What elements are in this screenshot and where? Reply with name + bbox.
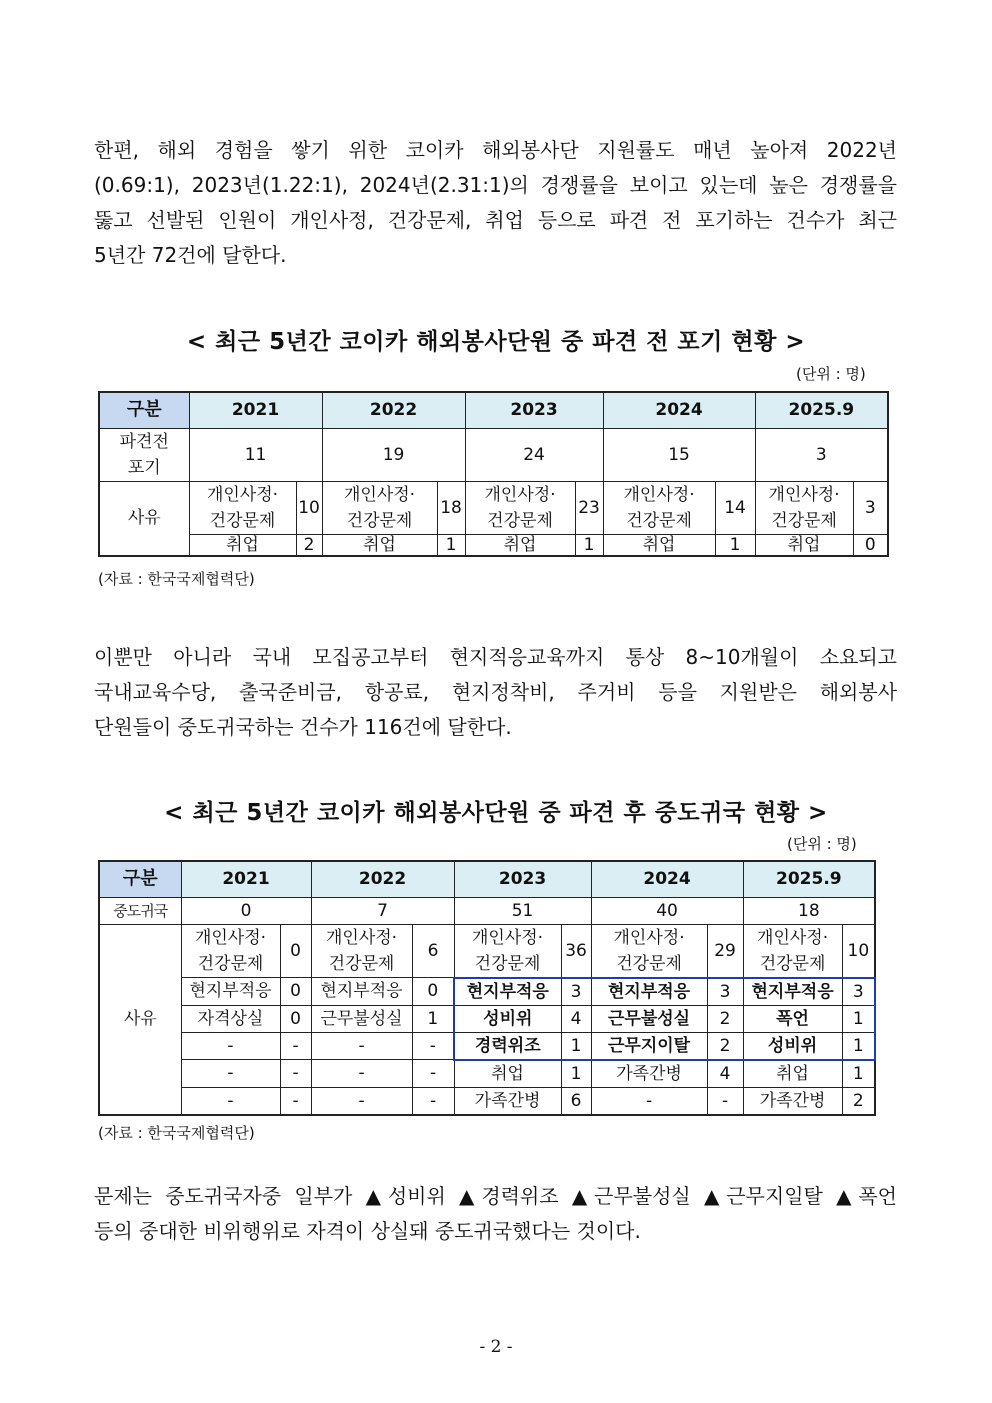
reason-name: 취업 — [465, 534, 575, 556]
reason-name: - — [181, 1032, 280, 1060]
reason-value: 1 — [561, 1032, 591, 1060]
reason-line: 개인사정· — [613, 927, 685, 948]
table1-source: (자료 : 한국국제협력단) — [98, 570, 255, 588]
reason-name — [189, 481, 296, 534]
reason-line: 개인사정· — [206, 484, 279, 505]
total-cell: 51 — [454, 897, 591, 924]
reason-value: 1 — [715, 534, 755, 556]
reason-name: 근무불성실 — [311, 1005, 412, 1032]
reason-value: 2 — [296, 534, 322, 556]
reason-value: 6 — [412, 924, 454, 978]
reason-name: 취업 — [743, 1060, 842, 1088]
reason-line: 개인사정· — [623, 484, 695, 505]
row-label-line: 포기 — [127, 457, 161, 478]
table2-reason-row — [99, 924, 875, 978]
reason-value: 1 — [561, 1060, 591, 1088]
table2-title: < 최근 5년간 코이카 해외봉사단원 중 파견 후 중도귀국 현황 > — [164, 800, 828, 826]
table2-reason-row — [99, 1087, 875, 1115]
reason-line: 개인사정· — [325, 927, 398, 948]
total-cell: 19 — [322, 428, 465, 481]
reason-line: 건강문제 — [487, 510, 553, 531]
reason-name: 경력위조 — [454, 1032, 561, 1060]
table1-header-row — [99, 392, 888, 428]
reason-name: 성비위 — [454, 1005, 561, 1032]
table2-total-row — [99, 897, 875, 924]
paragraph-2 — [94, 640, 897, 745]
header-cell: 2024 — [603, 392, 755, 428]
table1-unit: (단위 : 명) — [796, 365, 866, 383]
reason-name: - — [591, 1087, 707, 1115]
reason-name: - — [181, 1087, 280, 1115]
reason-value: - — [280, 1032, 311, 1060]
total-cell: 15 — [603, 428, 755, 481]
reason-label: 사유 — [99, 924, 181, 1115]
total-cell: 40 — [591, 897, 743, 924]
reason-value: 3 — [842, 978, 875, 1006]
reason-value: 1 — [412, 1005, 454, 1032]
reason-value: - — [280, 1060, 311, 1088]
table2-header-row — [99, 861, 875, 897]
reason-name: 자격상실 — [181, 1005, 280, 1032]
table2 — [98, 860, 876, 1116]
reason-value: 6 — [561, 1087, 591, 1115]
paragraph-3 — [94, 1179, 897, 1249]
table2-reason-row — [99, 1032, 875, 1060]
reason-name: 취업 — [603, 534, 715, 556]
table2-source: (자료 : 한국국제협력단) — [98, 1124, 255, 1142]
row-label-line: 파견전 — [119, 431, 169, 452]
reason-value: 4 — [707, 1060, 743, 1088]
reason-value: 14 — [715, 481, 755, 534]
reason-line: 개인사정· — [484, 484, 556, 505]
reason-value: 1 — [437, 534, 465, 556]
reason-value: 36 — [561, 924, 591, 978]
reason-name — [454, 924, 561, 978]
reason-value: 0 — [280, 924, 311, 978]
reason-line: 개인사정· — [757, 927, 829, 948]
reason-value: 10 — [296, 481, 322, 534]
reason-value: 2 — [707, 1005, 743, 1032]
table2-reason-row — [99, 1005, 875, 1032]
total-cell: 11 — [189, 428, 322, 481]
reason-value: - — [707, 1087, 743, 1115]
reason-name — [591, 924, 707, 978]
reason-value: - — [280, 1087, 311, 1115]
reason-value: 1 — [842, 1032, 875, 1060]
reason-name: - — [311, 1087, 412, 1115]
reason-name: 현지부적응 — [181, 978, 280, 1006]
reason-name: 취업 — [189, 534, 296, 556]
reason-value: - — [412, 1087, 454, 1115]
reason-value: - — [412, 1060, 454, 1088]
paragraph-line: 단원들이 중도귀국하는 건수가 116건에 달한다. — [94, 715, 512, 739]
table2-reason-row — [99, 1060, 875, 1088]
paragraph-line: 한편, 해외 경험을 쌓기 위한 코이카 해외봉사단 지원률도 매년 높아져 2022년 — [94, 138, 897, 162]
reason-value: 29 — [707, 924, 743, 978]
reason-line: 개인사정· — [471, 927, 544, 948]
reason-line: 건강문제 — [346, 510, 413, 531]
reason-label: 사유 — [99, 481, 189, 556]
header-cell: 2021 — [181, 861, 311, 897]
paragraph-1 — [94, 133, 897, 273]
table2-reason-row — [99, 978, 875, 1006]
total-cell: 0 — [181, 897, 311, 924]
table1-title: < 최근 5년간 코이카 해외봉사단원 중 파견 전 포기 현황 > — [186, 329, 806, 355]
reason-line: 건강문제 — [474, 953, 541, 974]
reason-line: 개인사정· — [194, 927, 267, 948]
reason-name: 폭언 — [743, 1005, 842, 1032]
reason-line: 건강문제 — [759, 953, 826, 974]
reason-name: - — [311, 1060, 412, 1088]
reason-value: 3 — [561, 978, 591, 1006]
reason-name: - — [181, 1060, 280, 1088]
header-cell: 구분 — [99, 861, 181, 897]
reason-value: 3 — [707, 978, 743, 1006]
reason-name — [755, 481, 853, 534]
reason-value: 23 — [575, 481, 603, 534]
reason-line: 건강문제 — [616, 953, 682, 974]
reason-value: - — [412, 1032, 454, 1060]
reason-value: 0 — [412, 978, 454, 1006]
total-cell: 7 — [311, 897, 454, 924]
reason-value: 1 — [575, 534, 603, 556]
reason-name: - — [311, 1032, 412, 1060]
page-number: - 2 - — [479, 1337, 513, 1357]
reason-name: 성비위 — [743, 1032, 842, 1060]
paragraph-line: 이뿐만 아니라 국내 모집공고부터 현지적응교육까지 통상 8~10개월이 소요되고 — [94, 645, 897, 669]
header-cell: 2023 — [454, 861, 591, 897]
table1-total-row — [99, 428, 888, 481]
reason-value: 0 — [280, 978, 311, 1006]
reason-line: 건강문제 — [328, 953, 395, 974]
reason-name: 근무지이탈 — [591, 1032, 707, 1060]
reason-name: 가족간병 — [454, 1087, 561, 1115]
total-cell: 18 — [743, 897, 875, 924]
reason-name: 취업 — [454, 1060, 561, 1088]
reason-value: 4 — [561, 1005, 591, 1032]
reason-name: 현지부적응 — [591, 978, 707, 1006]
reason-value: 0 — [280, 1005, 311, 1032]
paragraph-line: 뚫고 선발된 인원이 개인사정, 건강문제, 취업 등으로 파견 전 포기하는 건수가 최근 — [94, 208, 897, 232]
reason-name: 가족간병 — [591, 1060, 707, 1088]
reason-name — [311, 924, 412, 978]
reason-name: 취업 — [755, 534, 853, 556]
header-cell: 구분 — [99, 392, 189, 428]
table1 — [98, 391, 889, 557]
header-cell: 2022 — [311, 861, 454, 897]
reason-value: 3 — [853, 481, 888, 534]
reason-value: 1 — [842, 1005, 875, 1032]
reason-value: 10 — [842, 924, 875, 978]
reason-name: 취업 — [322, 534, 437, 556]
paragraph-line: 5년간 72건에 달한다. — [94, 243, 287, 267]
reason-name — [322, 481, 437, 534]
header-cell: 2024 — [591, 861, 743, 897]
reason-name — [603, 481, 715, 534]
header-cell: 2021 — [189, 392, 322, 428]
total-cell: 3 — [755, 428, 888, 481]
reason-name — [181, 924, 280, 978]
table2-unit: (단위 : 명) — [787, 835, 857, 853]
header-cell: 2023 — [465, 392, 603, 428]
total-cell: 24 — [465, 428, 603, 481]
row-label: 중도귀국 — [99, 897, 181, 924]
paragraph-line: 국내교육수당, 출국준비금, 항공료, 현지정착비, 주거비 등을 지원받은 해외봉사 — [94, 680, 897, 704]
reason-line: 개인사정· — [768, 484, 840, 505]
paragraph-line: 등의 중대한 비위행위로 자격이 상실돼 중도귀국했다는 것이다. — [94, 1219, 641, 1243]
reason-line: 건강문제 — [197, 953, 264, 974]
paragraph-line: 문제는 중도귀국자중 일부가 ▲성비위 ▲경력위조 ▲근무불성실 ▲근무지일탈 ▲폭언 — [94, 1184, 897, 1208]
reason-name: 현지부적응 — [454, 978, 561, 1006]
reason-line: 개인사정· — [343, 484, 416, 505]
reason-name: 근무불성실 — [591, 1005, 707, 1032]
reason-value: 18 — [437, 481, 465, 534]
header-cell: 2025.9 — [743, 861, 875, 897]
table1-reason2-row — [99, 534, 888, 556]
reason-name — [743, 924, 842, 978]
paragraph-line: (0.69:1), 2023년(1.22:1), 2024년(2.31:1)의 경쟁률을 보이고 있는데 높은 경쟁률을 — [94, 173, 897, 197]
reason-name — [465, 481, 575, 534]
reason-name: 현지부적응 — [743, 978, 842, 1006]
header-cell: 2022 — [322, 392, 465, 428]
reason-value: 1 — [842, 1060, 875, 1088]
reason-line: 건강문제 — [771, 510, 837, 531]
table1-reason-row — [99, 481, 888, 534]
reason-name: 가족간병 — [743, 1087, 842, 1115]
reason-name: 현지부적응 — [311, 978, 412, 1006]
reason-value: 2 — [707, 1032, 743, 1060]
row-label — [99, 428, 189, 481]
reason-value: 0 — [853, 534, 888, 556]
reason-value: 2 — [842, 1087, 875, 1115]
header-cell: 2025.9 — [755, 392, 888, 428]
reason-line: 건강문제 — [626, 510, 692, 531]
reason-line: 건강문제 — [209, 510, 276, 531]
